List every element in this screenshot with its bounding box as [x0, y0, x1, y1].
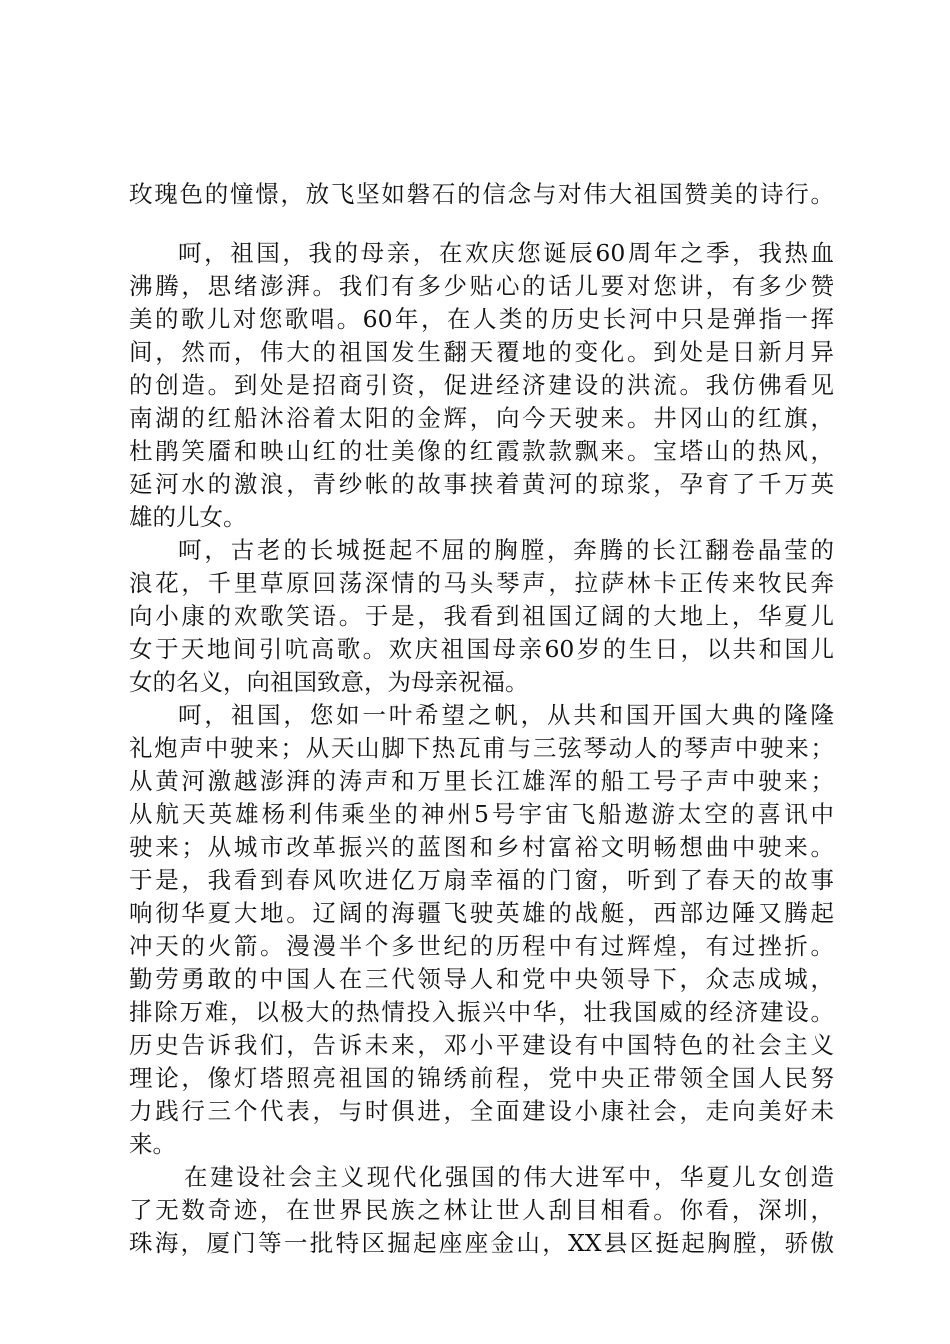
text-line: 女的名义，向祖国致意，为母亲祝福。 — [129, 668, 529, 696]
text-line: 向小康的欢歌笑语。于是，我看到祖国辽阔的大地上，华夏儿 — [129, 602, 834, 630]
text-line: 雄的儿女。 — [129, 503, 247, 531]
text-line: 驶来；从城市改革振兴的蓝图和乡村富裕文明畅想曲中驶来。 — [129, 833, 834, 861]
text-line: 美的歌儿对您歌唱。60年，在人类的历史长河中只是弹指一挥 — [129, 305, 834, 333]
text-line: 珠海，厦门等一批特区掘起座座金山，XX县区挺起胸膛，骄傲 — [129, 1229, 834, 1257]
text-line: 在建设社会主义现代化强国的伟大进军中，华夏儿女创造 — [184, 1163, 834, 1191]
text-line: 杜鹃笑靥和映山红的壮美像的红霞款款飘来。宝塔山的热风， — [129, 437, 834, 465]
text-line: 的创造。到处是招商引资，促进经济建设的洪流。我仿佛看见 — [129, 371, 834, 399]
text-line: 排除万难，以极大的热情投入振兴中华，壮我国威的经济建设。 — [129, 998, 834, 1026]
text-line: 呵，古老的长城挺起不屈的胸膛，奔腾的长江翻卷晶莹的 — [178, 536, 834, 564]
text-line: 南湖的红船沐浴着太阳的金辉，向今天驶来。井冈山的红旗， — [129, 404, 834, 432]
text-line: 理论，像灯塔照亮祖国的锦绣前程，党中央正带领全国人民努 — [129, 1064, 834, 1092]
text-line: 玫瑰色的憧憬，放飞坚如磐石的信念与对伟大祖国赞美的诗行。 — [129, 180, 834, 208]
text-line: 来。 — [129, 1130, 176, 1158]
text-line: 浪花，千里草原回荡深情的马头琴声，拉萨林卡正传来牧民奔 — [129, 569, 834, 597]
text-line: 冲天的火箭。漫漫半个多世纪的历程中有过辉煌，有过挫折。 — [129, 932, 834, 960]
text-line: 女于天地间引吭高歌。欢庆祖国母亲60岁的生日，以共和国儿 — [129, 635, 834, 663]
text-line: 从黄河激越澎湃的涛声和万里长江雄浑的船工号子声中驶来； — [129, 767, 834, 795]
text-line: 响彻华夏大地。辽阔的海疆飞驶英雄的战艇，西部边陲又腾起 — [129, 899, 834, 927]
text-line: 沸腾，思绪澎湃。我们有多少贴心的话儿要对您讲，有多少赞 — [129, 272, 834, 300]
text-line: 从航天英雄杨利伟乘坐的神州5号宇宙飞船遨游太空的喜讯中 — [129, 800, 834, 828]
text-line: 呵，祖国，我的母亲，在欢庆您诞辰60周年之季，我热血 — [178, 239, 834, 267]
text-line: 呵，祖国，您如一叶希望之帆，从共和国开国大典的隆隆 — [178, 701, 834, 729]
text-line: 礼炮声中驶来；从天山脚下热瓦甫与三弦琴动人的琴声中驶来； — [129, 734, 834, 762]
text-line: 延河水的激浪，青纱帐的故事挟着黄河的琼浆，孕育了千万英 — [129, 470, 834, 498]
text-line: 了无数奇迹，在世界民族之林让世人刮目相看。你看，深圳， — [129, 1196, 834, 1224]
text-line: 间，然而，伟大的祖国发生翻天覆地的变化。到处是日新月异 — [129, 338, 834, 366]
text-line: 勤劳勇敢的中国人在三代领导人和党中央领导下，众志成城， — [129, 965, 834, 993]
text-line: 历史告诉我们，告诉未来，邓小平建设有中国特色的社会主义 — [129, 1031, 834, 1059]
text-line: 于是，我看到春风吹进亿万扇幸福的门窗，听到了春天的故事 — [129, 866, 834, 894]
text-line: 力践行三个代表，与时俱进，全面建设小康社会，走向美好未 — [129, 1097, 834, 1125]
